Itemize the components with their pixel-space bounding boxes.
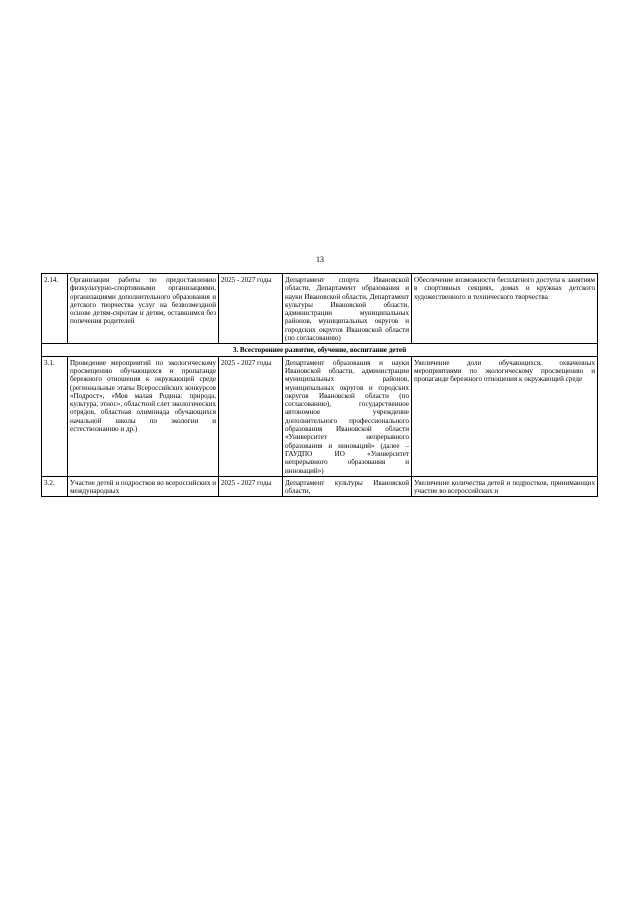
page-number: 13 [316,255,324,264]
measure-term: 2025 - 2027 годы [219,356,283,476]
measure-executors: Департамент спорта Ивановской области, Департамент образования и науки Ивановской области, Департамент культуры Ивановской области, администрации муниципальных районов, муниципальных округов и городских округов Ивановской области (по согласованию) [283,274,412,344]
measure-executors: Департамент образования и науки Ивановской области, администрации муниципальных районов, муниципальных округов и городских округов Ивановской области (по согласованию), государственное автономное учреждение дополнительного профессионального образования Ивановской области «Университет непрерывного образования и инноваций» (далее – ГАУДПО ИО «Университет непрерывного образования и инноваций») [283,356,412,476]
row-number: 3.2. [42,476,68,497]
measure-result: Увеличение количества детей и подростков, принимающих участие во всероссийских и [412,476,598,497]
measure-name: Проведение мероприятий по экологическому просвещению обучающихся и пропаганде бережного отношения к окружающей среде (региональные этапы Всероссийских конкурсов «Подрост», «Моя малая Родина: природа, культура, этнос», областной слет экологических отрядов, областная олимпиада обучающихся начальной школы по экологии и естествознанию и др.) [68,356,219,476]
measure-name: Организация работы по предоставлению физкультурно-спортивными организациями, организациями дополнительного образования и детского творчества услуг на безвозмездной основе детям-сиротам и детям, оставшимся без попечения родителей [68,274,219,344]
measure-result: Обеспечение возможности бесплатного доступа к занятиям в спортивных секциях, домах и кружках детского художественного и технического творчества [412,274,598,344]
section-title: 3. Всестороннее развитие, обучение, воспитание детей [42,344,598,356]
measure-term: 2025 - 2027 годы [219,274,283,344]
table-row [42,476,598,497]
measure-executors: Департамент культуры Ивановской области, [283,476,412,497]
measure-result: Увеличение доли обучающихся, охваченных мероприятиями по экологическому просвещению и пропаганде бережного отношения к окружающей среде [412,356,598,476]
measures-table [41,273,598,497]
row-number: 3.1. [42,356,68,476]
measure-name: Участие детей и подростков во всероссийских и международных [68,476,219,497]
table-row [42,356,598,476]
measure-term: 2025 - 2027 годы [219,476,283,497]
table-row [42,274,598,344]
row-number: 2.14. [42,274,68,344]
section-header-row [42,344,598,356]
